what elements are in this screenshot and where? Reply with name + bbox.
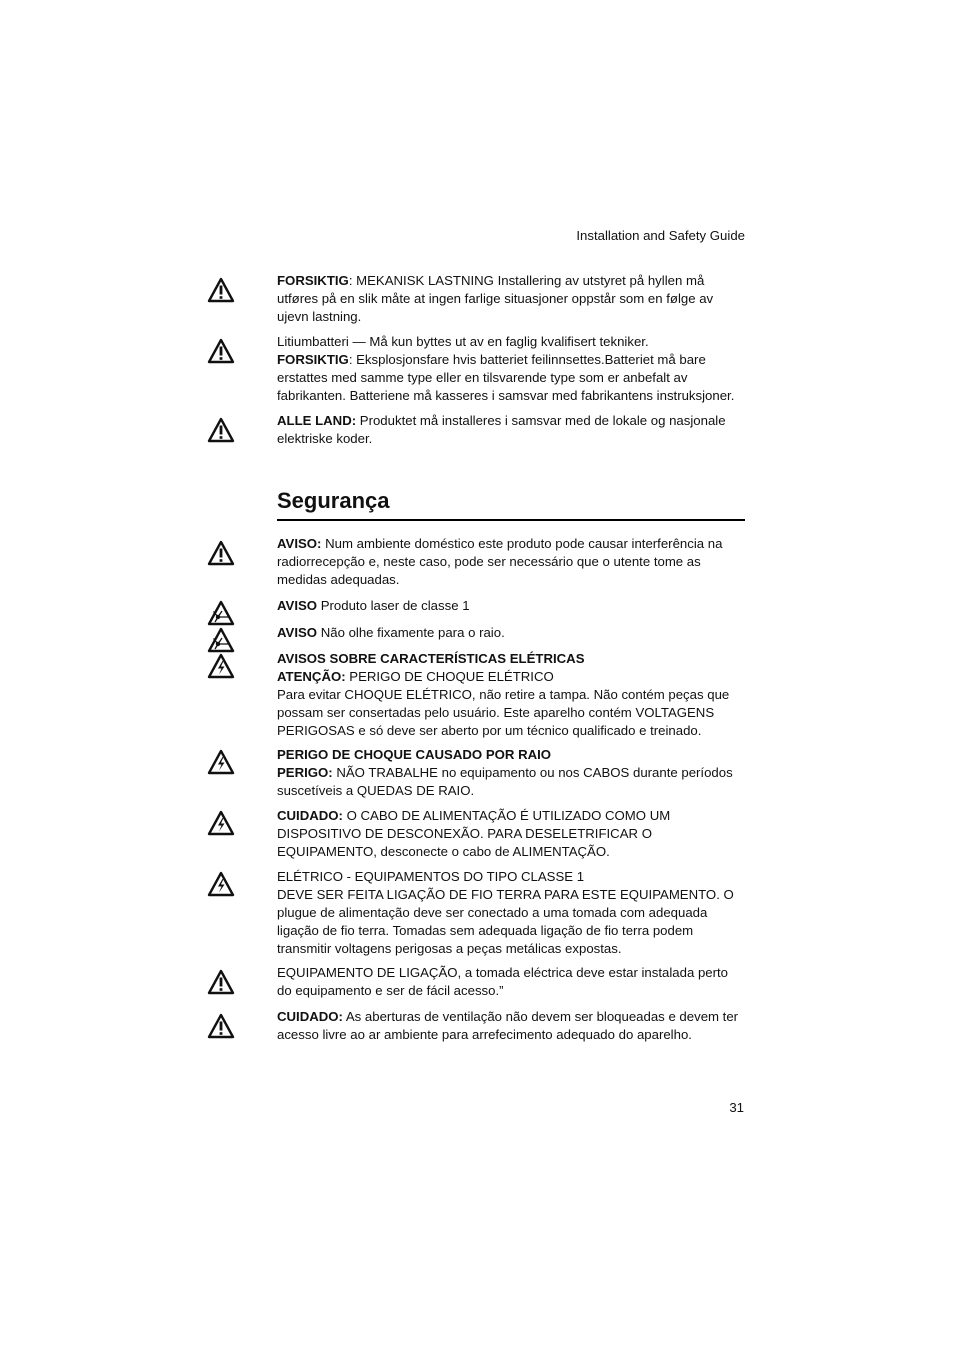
section-title: Segurança <box>277 488 390 513</box>
laser-warning-icon <box>207 600 235 626</box>
warning-line <box>277 535 745 589</box>
warning-text <box>277 597 745 615</box>
warning-body: Produto laser de classe 1 <box>317 598 470 613</box>
warning-body: Para evitar CHOQUE ELÉTRICO, não retire a tampa. Não contém peças que possam ser consertadas pelo usuário. Este aparelho contém VOLTAGENS PERIGOSAS e só deve ser aberto por um técnico qualificado e treinado. <box>277 687 730 738</box>
warning-block <box>0 412 745 448</box>
warning-text <box>277 650 745 740</box>
warning-text <box>277 272 745 326</box>
warning-label: AVISO: <box>277 536 322 551</box>
warning-text <box>277 868 745 958</box>
warning-body: Não olhe fixamente para o raio. <box>317 625 505 640</box>
warning-block <box>0 535 745 589</box>
warning-label: ATENÇÃO: <box>277 669 346 684</box>
warning-block <box>0 868 745 958</box>
warning-line <box>277 597 745 615</box>
warning-body: NÃO TRABALHE no equipamento ou nos CABOS durante períodos suscetíveis a QUEDAS DE RAIO. <box>277 765 733 798</box>
warning-body: Num ambiente doméstico este produto pode causar interferência na radiorrecepção e, neste caso, pode ser necessário que o utente tome as medidas adequadas. <box>277 536 723 587</box>
warning-line <box>277 668 745 686</box>
warning-line <box>277 412 745 448</box>
warning-block <box>0 650 745 740</box>
warning-label: CUIDADO: <box>277 1009 343 1024</box>
warning-line <box>277 964 745 1000</box>
warning-triangle-icon <box>207 417 235 443</box>
warning-label: FORSIKTIG <box>277 273 349 288</box>
warning-line <box>277 807 745 861</box>
warning-block <box>0 746 745 800</box>
warning-label: CUIDADO: <box>277 808 343 823</box>
warning-body: As aberturas de ventilação não devem ser bloqueadas e devem ter acesso livre ao ar ambiente para arrefecimento adequado do aparelho. <box>277 1009 739 1042</box>
warning-block <box>0 597 745 615</box>
running-header: Installation and Safety Guide <box>576 228 745 243</box>
warning-line <box>277 764 745 800</box>
electric-shock-icon <box>207 653 235 679</box>
warning-body: O CABO DE ALIMENTAÇÃO É UTILIZADO COMO UM DISPOSITIVO DE DESCONEXÃO. PARA DESELETRIFICAR O EQUIPAMENTO, desconecte o cabo de ALIMENTAÇÃO. <box>277 808 671 859</box>
electric-shock-icon <box>207 810 235 836</box>
page-number: 31 <box>729 1100 744 1115</box>
warning-text <box>277 535 745 589</box>
warning-body: Produktet må installeres i samsvar med de lokale og nasjonale elektriske koder. <box>277 413 726 446</box>
warning-body: : MEKANISK LASTNING Installering av utstyret på hyllen må utføres på en slik måte at ingen farlige situasjoner oppstår som en følge av ujevn lastning. <box>277 273 714 324</box>
warning-line <box>277 624 745 642</box>
warning-block <box>0 1008 745 1044</box>
warning-text <box>277 1008 745 1044</box>
warning-line <box>277 868 745 886</box>
warning-label: PERIGO: <box>277 765 333 780</box>
warning-label: PERIGO DE CHOQUE CAUSADO POR RAIO <box>277 747 552 762</box>
warning-line <box>277 351 745 405</box>
warning-line <box>277 650 745 668</box>
warning-block <box>0 333 745 405</box>
warning-label: AVISO <box>277 625 318 640</box>
section-rule <box>277 519 745 521</box>
warning-line <box>277 746 745 764</box>
warning-line <box>277 333 745 351</box>
warning-text <box>277 807 745 861</box>
warning-block <box>0 624 745 642</box>
warning-text <box>277 333 745 405</box>
warning-triangle-icon <box>207 338 235 364</box>
warning-triangle-icon <box>207 540 235 566</box>
warning-text <box>277 746 745 800</box>
warning-body: EQUIPAMENTO DE LIGAÇÃO, a tomada eléctrica deve estar instalada perto do equipamento e ser de fácil acesso.” <box>277 965 729 998</box>
warning-label: FORSIKTIG <box>277 352 349 367</box>
warning-label: AVISOS SOBRE CARACTERÍSTICAS ELÉTRICAS <box>277 651 585 666</box>
warning-block <box>0 807 745 861</box>
warning-triangle-icon <box>207 969 235 995</box>
warning-block <box>0 272 745 326</box>
warning-body: : Eksplosjonsfare hvis batteriet feilinnsettes.Batteriet må bare erstattes med samme type eller en tilsvarende type som er anbefalt av fabrikanten. Batteriene må kasseres i samsvar med fabrikantens instruksjoner. <box>277 352 735 403</box>
warning-line <box>277 1008 745 1044</box>
warning-line <box>277 272 745 326</box>
warning-body: Litiumbatteri — Må kun byttes ut av en faglig kvalifisert tekniker. <box>277 334 649 349</box>
warning-text <box>277 964 745 1000</box>
electric-shock-icon <box>207 749 235 775</box>
warning-body: ELÉTRICO - EQUIPAMENTOS DO TIPO CLASSE 1 <box>277 869 585 884</box>
warning-body: DEVE SER FEITA LIGAÇÃO DE FIO TERRA PARA ESTE EQUIPAMENTO. O plugue de alimentação deve ser conectado a uma tomada com adequada ligação de fio terra. Tomadas sem adequada ligação de fio terra podem transmitir voltagens perigosas a peças metálicas expostas. <box>277 887 734 956</box>
warning-label: AVISO <box>277 598 318 613</box>
electric-shock-icon <box>207 871 235 897</box>
warning-line <box>277 886 745 958</box>
warning-text <box>277 412 745 448</box>
warning-block <box>0 964 745 1000</box>
warning-triangle-icon <box>207 277 235 303</box>
warning-body: PERIGO DE CHOQUE ELÉTRICO <box>345 669 554 684</box>
warning-triangle-icon <box>207 1013 235 1039</box>
warning-label: ALLE LAND: <box>277 413 357 428</box>
warning-line <box>277 686 745 740</box>
warning-text <box>277 624 745 642</box>
